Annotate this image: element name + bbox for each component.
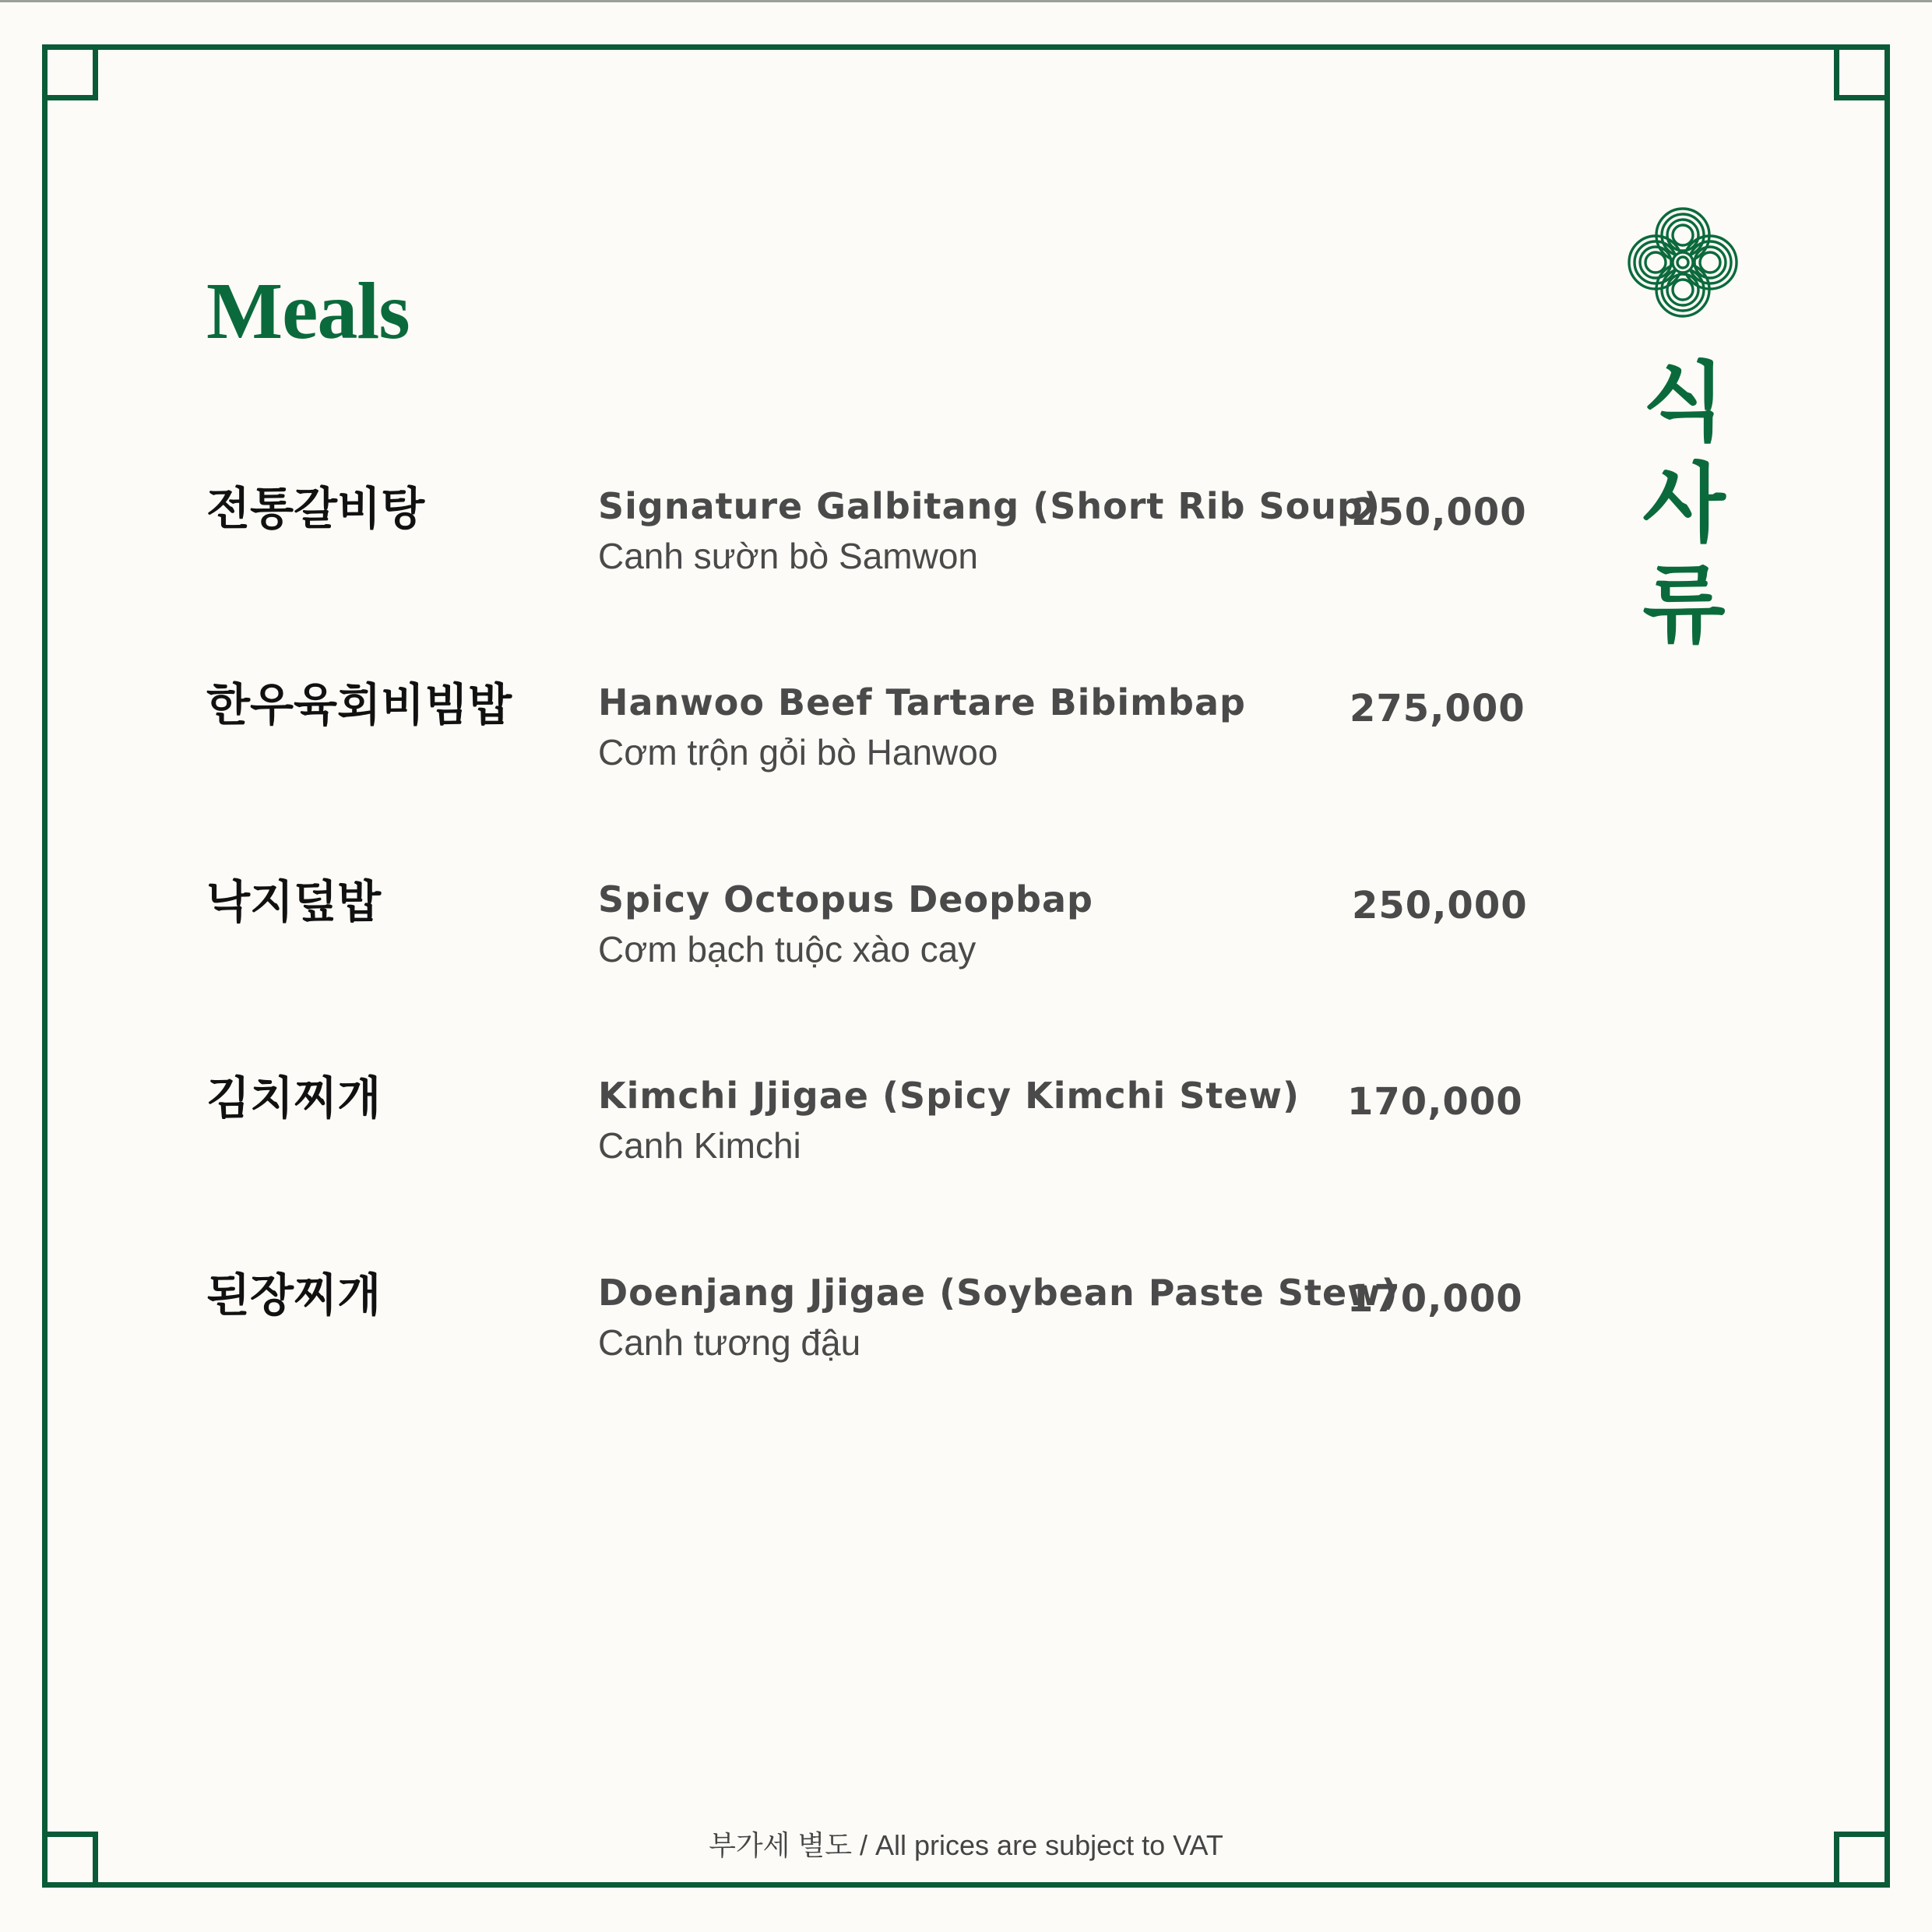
page-title: Meals — [206, 266, 410, 356]
vertical-title-char: 류 — [1642, 555, 1726, 655]
knot-emblem-icon — [1620, 199, 1746, 326]
english-name: Kimchi Jjigae (Spicy Kimchi Stew) — [598, 1075, 1300, 1117]
korean-name: 한우육회비빔밥 — [206, 678, 512, 731]
korean-name: 된장찌개 — [206, 1269, 382, 1321]
price: 170,000 — [1347, 1080, 1523, 1124]
vertical-title-char: 식 — [1642, 353, 1726, 452]
vietnamese-name: Canh Kimchi — [598, 1125, 801, 1166]
english-name: Hanwoo Beef Tartare Bibimbap — [598, 681, 1246, 723]
vietnamese-name: Canh tương đậu — [598, 1322, 861, 1363]
menu-item — [0, 677, 1932, 833]
english-name: Spicy Octopus Deopbap — [598, 878, 1093, 920]
vat-footnote: 부가세 별도 / All prices are subject to VAT — [709, 1829, 1223, 1861]
korean-name: 김치찌개 — [206, 1072, 382, 1124]
price: 250,000 — [1352, 884, 1528, 927]
vietnamese-name: Cơm bạch tuộc xào cay — [598, 929, 977, 970]
korean-name: 전통갈비탕 — [206, 482, 425, 535]
english-name: Doenjang Jjigae (Soybean Paste Stew) — [598, 1272, 1399, 1314]
frame-corner-top-right — [1834, 44, 1890, 100]
frame-corner-top-left — [42, 44, 98, 100]
menu-item — [0, 1071, 1932, 1226]
menu-item — [0, 481, 1932, 637]
menu-item — [0, 1268, 1932, 1423]
price: 275,000 — [1350, 687, 1526, 730]
vietnamese-name: Cơm trộn gỏi bò Hanwoo — [598, 732, 998, 772]
price: 170,000 — [1347, 1277, 1523, 1321]
menu-item — [0, 875, 1932, 1030]
english-name: Signature Galbitang (Short Rib Soup) — [598, 485, 1381, 527]
vertical-title-char: 사 — [1642, 454, 1726, 554]
price: 250,000 — [1351, 491, 1527, 534]
vietnamese-name: Canh sườn bò Samwon — [598, 536, 978, 576]
top-rule — [0, 0, 1932, 2]
korean-name: 낙지덮밥 — [206, 875, 382, 928]
